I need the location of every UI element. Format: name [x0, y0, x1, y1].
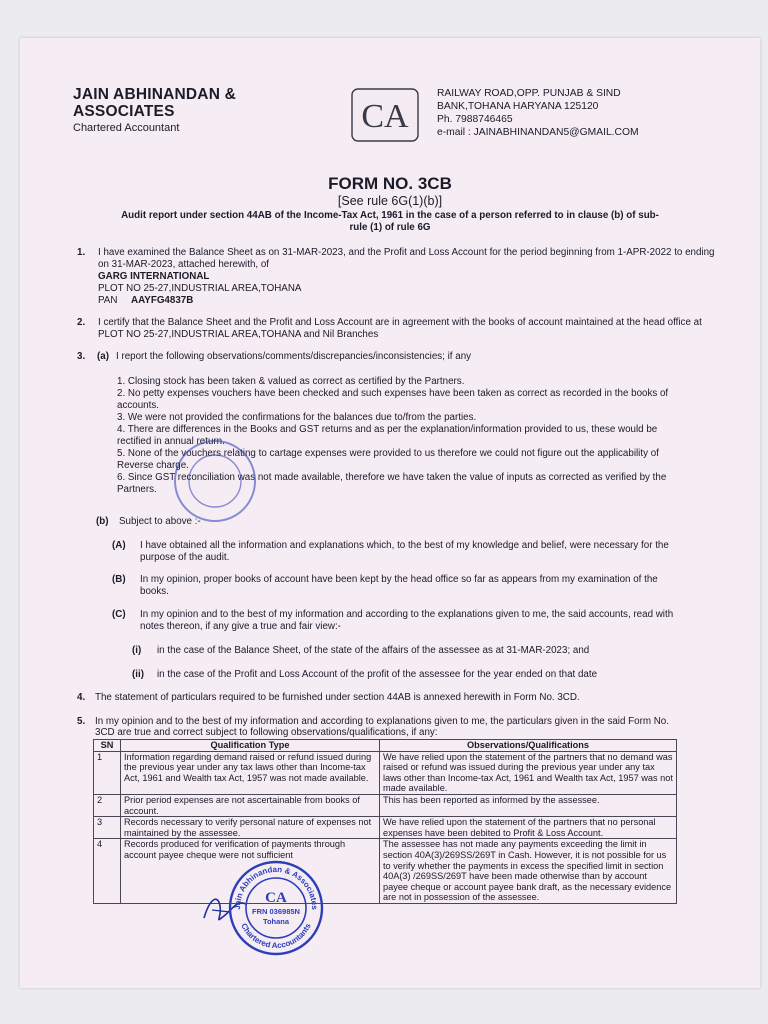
row-observation: The assessee has not made any payments exceeding the limit in section 40A(3)/269SS/269T in Cash. However, it is not possible for us to verify whether the payments in excess the specified limit in section 40A(3) /269SS/269T have been made otherwise than by account payee cheque or account payee bank draft, as the necessary evidence are not in possession of the assessee. — [380, 839, 677, 904]
phone: Ph. 7988746465 — [437, 114, 513, 125]
para-5-text: In my opinion and to the best of my information and according to explanations given to me, the particulars given in the said Form No. 3CD are true and correct subject to following observations/qualifications, if any: — [95, 716, 669, 738]
entity-address: PLOT NO 25-27,INDUSTRIAL AREA,TOHANA — [98, 283, 302, 294]
para-1-number: 1. — [77, 247, 86, 258]
sub-c-label: (C) — [112, 609, 126, 620]
firm-block — [73, 86, 273, 134]
stamp-logo: CA — [265, 890, 287, 906]
sub-b-label: (B) — [112, 574, 126, 585]
form-rule: [See rule 6G(1)(b)] — [337, 194, 443, 208]
table-row — [94, 817, 677, 839]
sub-ii-label: (ii) — [132, 669, 144, 680]
form-subtitle: Audit report under section 44AB of the Income-Tax Act, 1961 in the case of a person referred to in clause (b) of sub-rule (1) of rule 6G — [121, 210, 659, 233]
row-observation: This has been reported as informed by the assessee. — [380, 794, 677, 816]
row-qualification: Information regarding demand raised or refund issued during the previous year under any tax laws other than Income-tax Act, 1961 and Wealth tax Act, 1957 was not made available. — [121, 751, 380, 794]
para-1 — [98, 247, 728, 307]
table-row — [94, 794, 677, 816]
para-3-number: 3. — [77, 351, 86, 362]
stamp-top-text: Jain Abhinandan & Associates — [232, 864, 320, 910]
email: e-mail : JAINABHINANDAN5@GMAIL.COM — [437, 127, 639, 138]
sub-c-text: In my opinion and to the best of my information and according to the explanations given to me, the said accounts, read with notes thereon, if any give a true and fair view:- — [140, 609, 674, 632]
sub-a-label: (A) — [112, 540, 126, 551]
table-row — [94, 839, 677, 904]
para-3a-label: (a) — [97, 351, 109, 362]
header-qualification-type: Qualification Type — [121, 740, 380, 752]
para-3b-text: Subject to above :- — [119, 516, 201, 527]
para-3a-text: I report the following observations/comments/discrepancies/inconsistencies; if any — [116, 351, 472, 362]
header-sn: SN — [94, 740, 121, 752]
document-page — [20, 38, 760, 988]
header-observations: Observations/Qualifications — [380, 740, 677, 752]
observation-item: 6. Since GST reconciliation was not made available, therefore we have taken the value of inputs as corrected as verified by the Partners. — [117, 472, 667, 495]
para-4-text: The statement of particulars required to be furnished under section 44AB is annexed herewith in Form No. 3CD. — [95, 692, 580, 703]
address-line-1: RAILWAY ROAD,OPP. PUNJAB & SIND — [437, 88, 621, 99]
para-2-number: 2. — [77, 317, 86, 328]
stamp-bottom-text: Chartered Accountants — [239, 921, 313, 951]
pan-value: AAYFG4837B — [131, 295, 194, 306]
row-qualification: Prior period expenses are not ascertainable from books of account. — [121, 794, 380, 816]
row-sn: 1 — [94, 751, 121, 794]
ca-logo-text: CA — [361, 98, 409, 135]
table-header-row — [94, 740, 677, 752]
entity-name: GARG INTERNATIONAL — [98, 271, 210, 282]
row-observation: We have relied upon the statement of the partners that no personal expenses have been debited to Profit & Loss Account. — [380, 817, 677, 839]
observation-item: 1. Closing stock has been taken & valued as correct as certified by the Partners. — [117, 376, 465, 387]
ca-logo-icon — [350, 87, 420, 143]
para-2-text: I certify that the Balance Sheet and the Profit and Loss Account are in agreement with the books of account maintained at the head office at PLOT NO 25-27,INDUSTRIAL AREA,TOHANA and Nil Branches — [98, 317, 702, 340]
row-sn: 2 — [94, 794, 121, 816]
observation-item: 5. None of the vouchers relating to cartage expenses were provided to us therefore we could not figure out the applicability of Reverse charge. — [117, 448, 659, 471]
qualifications-table — [93, 739, 677, 904]
sub-i-label: (i) — [132, 645, 142, 656]
row-qualification: Records necessary to verify personal nature of expenses not maintained by the assessee. — [121, 817, 380, 839]
faded-stamp-icon — [170, 436, 260, 526]
para-3b-label: (b) — [96, 516, 109, 527]
address-line-2: BANK,TOHANA HARYANA 125120 — [437, 101, 599, 112]
para-1-text: I have examined the Balance Sheet as on 31-MAR-2023, and the Profit and Loss Account for the period beginning from 1-APR-2022 to ending on 31-MAR-2023, attached herewith, of — [98, 247, 715, 270]
sub-ii-text: in the case of the Profit and Loss Account of the profit of the assessee for the year ended on that date — [157, 669, 598, 680]
row-sn: 4 — [94, 839, 121, 904]
sub-b-text: In my opinion, proper books of account have been kept by the head office so far as appears from my examination of the books. — [140, 574, 658, 597]
observation-item: 2. No petty expenses vouchers have been checked and such expenses have been taken as correct as recorded in the books of accounts. — [117, 388, 669, 411]
stamp-city: Tohana — [262, 917, 290, 926]
para-4-number: 4. — [77, 692, 86, 703]
para-5-number: 5. — [77, 716, 86, 727]
stamp-frn: FRN 036985N — [252, 907, 300, 916]
firm-name: JAIN ABHINANDAN & ASSOCIATES — [73, 86, 236, 120]
firm-address — [437, 87, 639, 139]
sub-a-text: I have obtained all the information and explanations which, to the best of my knowledge and belief, were necessary for the purpose of the audit. — [140, 540, 669, 563]
form-title: FORM NO. 3CB — [328, 174, 452, 193]
pan-label: PAN — [98, 295, 118, 306]
firm-subtitle: Chartered Accountant — [73, 122, 180, 134]
pan-line — [98, 295, 728, 307]
row-qualification: Records produced for verification of payments through account payee cheque were not sufficient — [121, 839, 380, 904]
observation-item: 4. There are differences in the Books and GST returns and as per the explanation/information provided to us, these would be rectified in annual return. — [117, 424, 658, 447]
row-observation: We have relied upon the statement of the partners that no demand was raised or refund was issued during the previous year under any tax laws other than Income-tax Act, 1961 and Wealth tax Act, 1957 was not made available. — [380, 751, 677, 794]
observation-item: 3. We were not provided the confirmations for the balances due to/from the parties. — [117, 412, 477, 423]
firm-stamp — [226, 858, 326, 958]
sub-i-text: in the case of the Balance Sheet, of the state of the affairs of the assessee as at 31-MAR-2023; and — [157, 645, 590, 656]
table-row — [94, 751, 677, 794]
row-sn: 3 — [94, 817, 121, 839]
